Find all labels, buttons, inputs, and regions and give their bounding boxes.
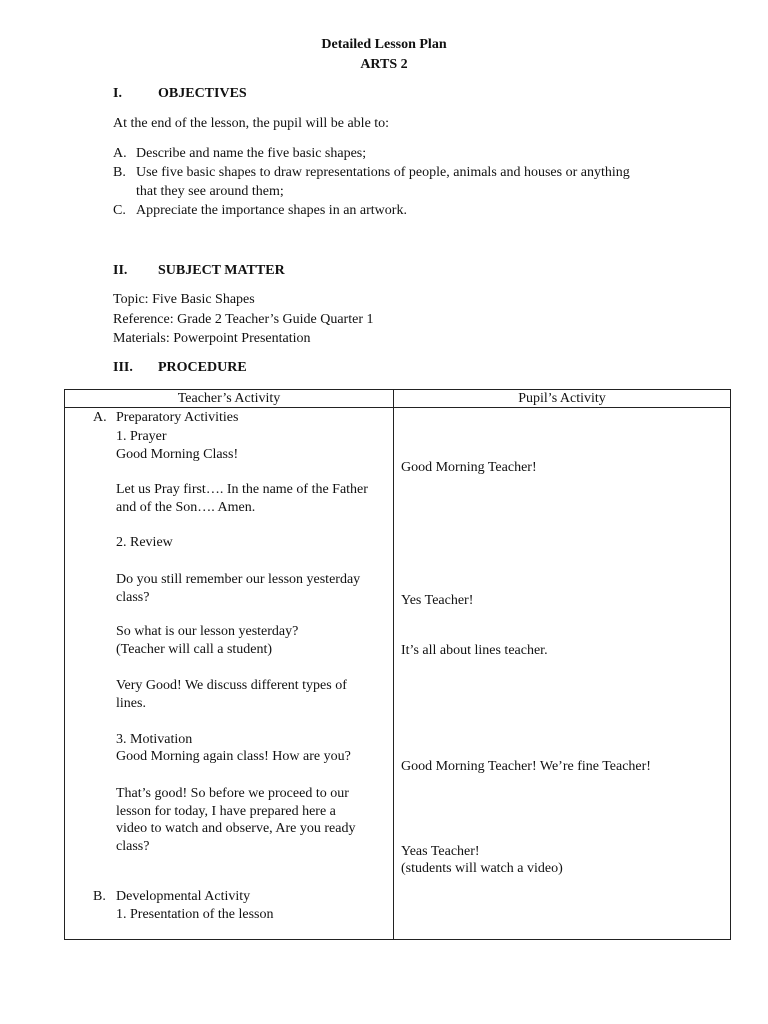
objectives-intro: At the end of the lesson, the pupil will be able to: — [113, 116, 390, 131]
teacher-greeting-again: Good Morning again class! How are you? — [116, 749, 351, 764]
subject-matter-heading: SUBJECT MATTER — [158, 263, 285, 278]
subject-reference: Reference: Grade 2 Teacher’s Guide Quarter 1 — [113, 312, 374, 327]
document-subtitle: ARTS 2 — [360, 57, 408, 72]
section-b-letter: B. — [93, 889, 106, 904]
teacher-prayer-line1: Let us Pray first…. In the name of the Father — [116, 482, 368, 497]
teacher-question-line2: (Teacher will call a student) — [116, 642, 273, 657]
review-label: 2. Review — [116, 535, 173, 550]
teacher-video-line4: class? — [116, 839, 150, 854]
table-column-divider — [393, 390, 394, 939]
teacher-activity-header: Teacher’s Activity — [177, 391, 281, 406]
pupil-response-video: (students will watch a video) — [401, 861, 563, 876]
teacher-video-line3: video to watch and observe, Are you ready — [116, 821, 356, 836]
pupil-activity-header: Pupil’s Activity — [518, 391, 606, 406]
prayer-label: 1. Prayer — [116, 429, 167, 444]
teacher-video-line1: That’s good! So before we proceed to our — [116, 786, 349, 801]
teacher-video-line2: lesson for today, I have prepared here a — [116, 804, 336, 819]
teacher-remember-line2: class? — [116, 590, 150, 605]
objectives-heading: OBJECTIVES — [158, 86, 247, 101]
teacher-very-good-line1: Very Good! We discuss different types of — [116, 678, 347, 693]
objective-letter-a: A. — [113, 146, 127, 161]
objective-text-a: Describe and name the five basic shapes; — [136, 146, 367, 161]
objective-text-c: Appreciate the importance shapes in an artwork. — [136, 203, 407, 218]
objective-letter-c: C. — [113, 203, 126, 218]
objective-letter-b: B. — [113, 165, 126, 180]
teacher-remember-line1: Do you still remember our lesson yesterday — [116, 572, 361, 587]
teacher-very-good-line2: lines. — [116, 696, 146, 711]
motivation-label: 3. Motivation — [116, 732, 193, 747]
objective-text-b-line2: that they see around them; — [136, 184, 284, 199]
pupil-response-fine: Good Morning Teacher! We’re fine Teacher! — [401, 759, 651, 774]
pupil-response-greeting: Good Morning Teacher! — [401, 460, 537, 475]
pupil-response-ready: Yeas Teacher! — [401, 844, 480, 859]
subject-matter-number: II. — [113, 263, 128, 278]
document-title: Detailed Lesson Plan — [321, 37, 447, 52]
procedure-table — [64, 389, 731, 940]
section-a-letter: A. — [93, 410, 107, 425]
table-header-divider — [65, 407, 730, 408]
pupil-response-lines: It’s all about lines teacher. — [401, 643, 548, 658]
presentation-label: 1. Presentation of the lesson — [116, 907, 274, 922]
objectives-number: I. — [113, 86, 122, 101]
objective-text-b-line1: Use five basic shapes to draw representations of people, animals and houses or anything — [136, 165, 630, 180]
pupil-response-yes: Yes Teacher! — [401, 593, 474, 608]
section-a-heading: Preparatory Activities — [116, 410, 239, 425]
procedure-number: III. — [113, 360, 133, 375]
subject-materials: Materials: Powerpoint Presentation — [113, 331, 311, 346]
subject-topic: Topic: Five Basic Shapes — [113, 292, 255, 307]
teacher-question-line1: So what is our lesson yesterday? — [116, 624, 299, 639]
section-b-heading: Developmental Activity — [116, 889, 251, 904]
teacher-prayer-line2: and of the Son…. Amen. — [116, 500, 256, 515]
procedure-heading: PROCEDURE — [158, 360, 247, 375]
teacher-greeting: Good Morning Class! — [116, 447, 239, 462]
